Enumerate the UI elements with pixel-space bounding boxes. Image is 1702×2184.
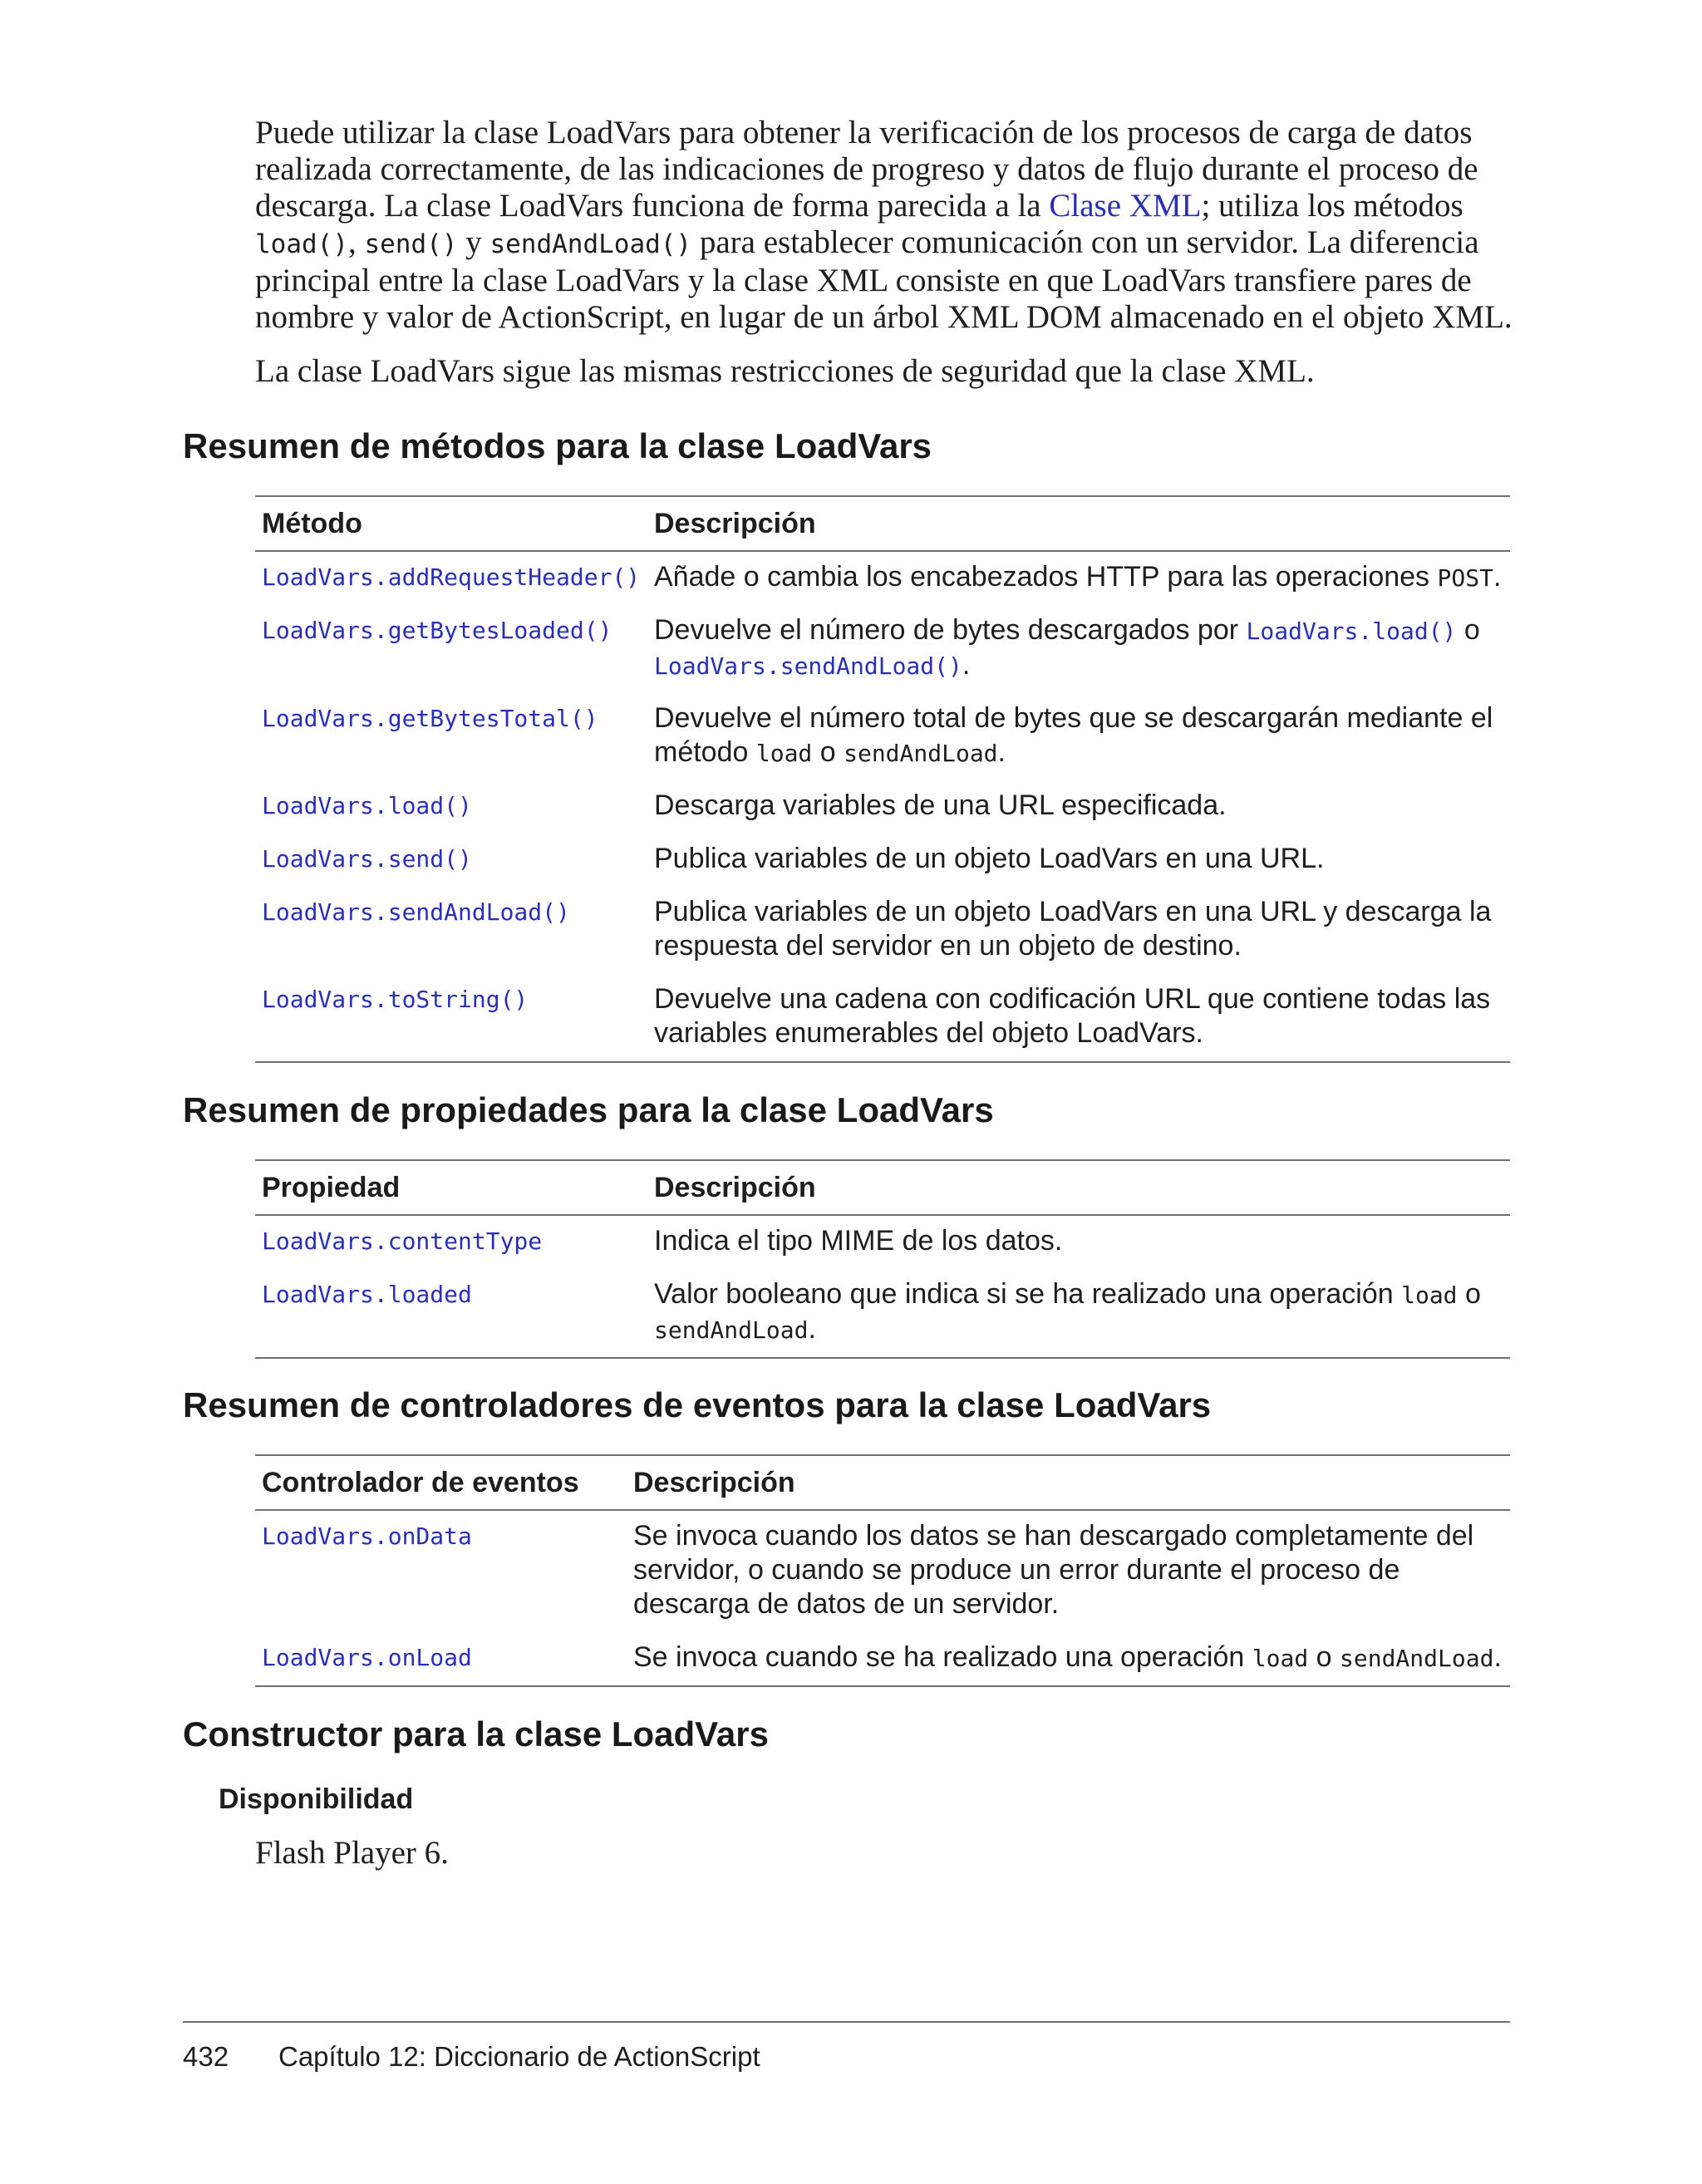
inline-code: load [1252, 1645, 1309, 1672]
table-header-row [255, 496, 1510, 551]
intro-text: ; utiliza los métodos [1201, 188, 1463, 224]
page-number: 432 [183, 2041, 229, 2072]
description-cell [647, 834, 1510, 887]
member-link[interactable]: LoadVars.load() [262, 792, 472, 819]
description-text: o [1457, 1278, 1481, 1310]
member-name-cell [255, 1510, 627, 1632]
member-name-cell [255, 1215, 647, 1269]
table-row [255, 780, 1510, 834]
column-header-event-handler: Controlador de eventos [255, 1455, 627, 1510]
member-link[interactable]: LoadVars.getBytesTotal() [262, 705, 598, 732]
description-cell [627, 1632, 1510, 1686]
member-name-cell [255, 974, 647, 1062]
constructor-heading: Constructor para la clase LoadVars [183, 1714, 769, 1754]
description-cell [647, 887, 1510, 974]
member-name-cell [255, 1632, 627, 1686]
inline-member-link[interactable]: LoadVars.load() [1246, 617, 1457, 645]
column-header-description: Descripción [647, 496, 1510, 551]
description-cell [647, 974, 1510, 1062]
events-heading: Resumen de controladores de eventos para la clase LoadVars [183, 1385, 1212, 1424]
member-name-cell [255, 887, 647, 974]
table-row [255, 1269, 1510, 1358]
inline-code: load() [255, 229, 348, 259]
availability-label: Disponibilidad [219, 1783, 414, 1815]
inline-code: sendAndLoad() [489, 229, 692, 259]
description-text: . [962, 649, 971, 681]
description-text: . [1493, 1641, 1502, 1673]
intro-text: y [457, 224, 490, 260]
table-row [255, 974, 1510, 1062]
events-table [255, 1454, 1510, 1687]
member-link[interactable]: LoadVars.contentType [262, 1227, 543, 1255]
table-row [255, 551, 1510, 605]
description-text: Valor booleano que indica si se ha realizado una operación [654, 1278, 1402, 1310]
intro-text: Puede utilizar la clase LoadVars para obtener la verificación de los procesos de carga de datos realizada correctamente, de las indicaciones de progreso y datos de flujo durante el proceso de descarga. La clase LoadVars funciona de forma parecida a la [255, 115, 1478, 224]
intro-text: para establecer comunicación con un servidor. La diferencia principal entre la clase LoadVars y la clase XML consiste en que LoadVars transfiere pares de nombre y valor de ActionScript, en lugar de un árbol XML DOM almacenado en el objeto XML. [255, 224, 1513, 335]
intro-paragraph [255, 115, 1518, 336]
intro-text: , [347, 224, 365, 260]
table-row [255, 1632, 1510, 1686]
description-text: Devuelve el número de bytes descargados por [654, 614, 1247, 646]
inline-code: load [755, 740, 813, 767]
member-link[interactable]: LoadVars.addRequestHeader() [262, 563, 641, 591]
description-text: Descarga variables de una URL especificada. [654, 789, 1227, 821]
member-link[interactable]: LoadVars.toString() [262, 986, 529, 1013]
table-row [255, 605, 1510, 693]
member-link[interactable]: LoadVars.sendAndLoad() [262, 898, 570, 926]
description-cell [647, 693, 1510, 780]
table-row [255, 1215, 1510, 1269]
table-header-row [255, 1160, 1510, 1215]
member-link[interactable]: LoadVars.send() [262, 845, 472, 873]
inline-code: sendAndLoad [1340, 1645, 1494, 1672]
column-header-description: Descripción [627, 1455, 1510, 1510]
member-name-cell [255, 605, 647, 693]
inline-member-link[interactable]: LoadVars.sendAndLoad() [654, 652, 962, 680]
table-row [255, 834, 1510, 887]
clase-xml-link[interactable]: Clase XML [1049, 188, 1202, 224]
description-text: . [1493, 561, 1502, 593]
member-name-cell [255, 1269, 647, 1358]
footer-divider [183, 2021, 1510, 2023]
description-cell [647, 1269, 1510, 1358]
description-text: Indica el tipo MIME de los datos. [654, 1225, 1063, 1257]
member-link[interactable]: LoadVars.loaded [262, 1281, 472, 1308]
inline-code: send() [364, 229, 458, 259]
description-cell [627, 1510, 1510, 1632]
member-link[interactable]: LoadVars.onLoad [262, 1644, 472, 1671]
description-text: Devuelve el número total de bytes que se descargarán mediante el método [654, 702, 1493, 768]
table-header-row [255, 1455, 1510, 1510]
chapter-title: Capítulo 12: Diccionario de ActionScript [278, 2041, 760, 2072]
availability-text: Flash Player 6. [255, 1835, 449, 1871]
table-row [255, 1510, 1510, 1632]
description-text: . [808, 1313, 816, 1345]
column-header-method: Método [255, 496, 647, 551]
inline-code: load [1401, 1281, 1458, 1309]
table-row [255, 693, 1510, 780]
description-text: Publica variables de un objeto LoadVars en una URL. [654, 843, 1325, 874]
inline-code: sendAndLoad [654, 1316, 809, 1344]
table-row [255, 887, 1510, 974]
member-name-cell [255, 834, 647, 887]
description-text: o [1308, 1641, 1340, 1673]
security-paragraph: La clase LoadVars sigue las mismas restricciones de seguridad que la clase XML. [255, 353, 1315, 389]
inline-code: sendAndLoad [844, 740, 998, 767]
description-cell [647, 551, 1510, 605]
description-text: Se invoca cuando se ha realizado una operación [633, 1641, 1252, 1673]
column-header-description: Descripción [647, 1160, 1510, 1215]
description-text: o [812, 736, 844, 768]
page-footer [183, 2040, 760, 2073]
description-text: . [997, 736, 1006, 768]
member-link[interactable]: LoadVars.getBytesLoaded() [262, 617, 612, 644]
methods-table [255, 495, 1510, 1063]
description-cell [647, 1215, 1510, 1269]
properties-heading: Resumen de propiedades para la clase LoadVars [183, 1090, 994, 1129]
description-cell [647, 780, 1510, 834]
properties-table [255, 1159, 1510, 1359]
description-cell [647, 605, 1510, 693]
description-text: Se invoca cuando los datos se han descargado completamente del servidor, o cuando se produce un error durante el proceso de descarga de datos de un servidor. [633, 1520, 1474, 1620]
member-link[interactable]: LoadVars.onData [262, 1522, 472, 1550]
member-name-cell [255, 780, 647, 834]
inline-code: POST [1437, 564, 1493, 592]
column-header-property: Propiedad [255, 1160, 647, 1215]
member-name-cell [255, 551, 647, 605]
description-text: o [1456, 614, 1480, 646]
member-name-cell [255, 693, 647, 780]
description-text: Publica variables de un objeto LoadVars en una URL y descarga la respuesta del servidor en un objeto de destino. [654, 896, 1492, 962]
description-text: Añade o cambia los encabezados HTTP para las operaciones [654, 561, 1438, 593]
description-text: Devuelve una cadena con codificación URL que contiene todas las variables enumerables del objeto LoadVars. [654, 983, 1491, 1049]
methods-heading: Resumen de métodos para la clase LoadVars [183, 426, 932, 465]
